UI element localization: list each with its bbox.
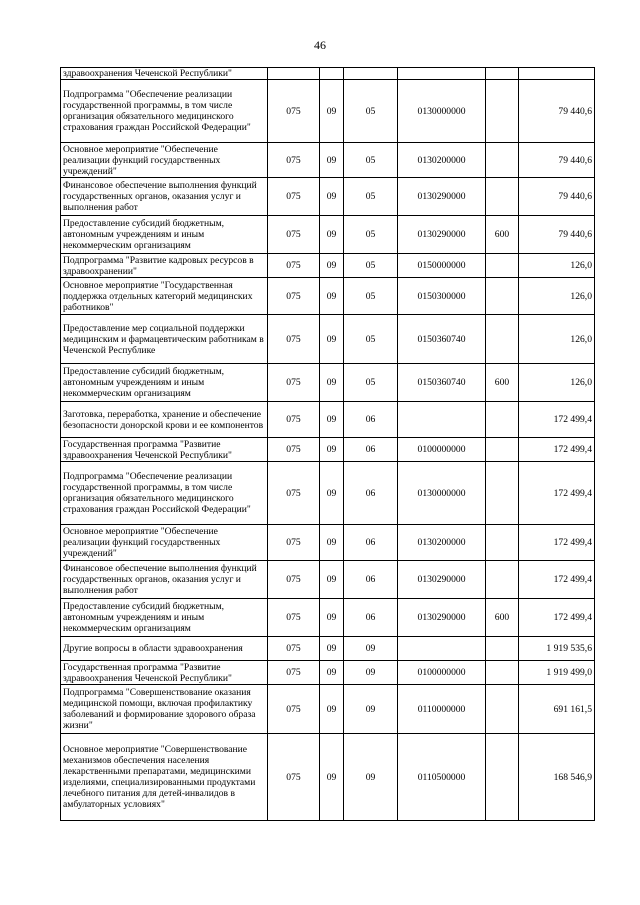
section-code-cell: 09 [320,661,344,685]
subsection-code-cell: 05 [344,178,398,216]
target-article-cell: 0130290000 [398,561,486,599]
target-article-cell [398,637,486,661]
budget-table [60,67,595,821]
row-name-cell: Государственная программа "Развитие здравоохранения Чеченской Республики" [61,438,268,462]
row-name-cell: Предоставление субсидий бюджетным, автономным учреждениям и иным некоммерческим организациям [61,599,268,637]
target-article-cell: 0150360740 [398,364,486,402]
amount-cell: 172 499,4 [519,438,595,462]
expense-type-cell [486,68,519,80]
amount-cell [519,68,595,80]
target-article-cell: 0100000000 [398,661,486,685]
expense-type-cell [486,402,519,438]
page-number: 46 [314,38,326,52]
ministry-code-cell: 075 [268,364,320,402]
section-code-cell: 09 [320,599,344,637]
section-code-cell: 09 [320,525,344,561]
amount-cell: 691 161,5 [519,685,595,734]
subsection-code-cell: 05 [344,315,398,364]
subsection-code-cell: 06 [344,561,398,599]
expense-type-cell [486,525,519,561]
section-code-cell: 09 [320,402,344,438]
table-row [61,68,595,80]
amount-cell: 126,0 [519,254,595,278]
section-code-cell: 09 [320,143,344,178]
expense-type-cell [486,561,519,599]
expense-type-cell [486,637,519,661]
table-row [61,734,595,821]
expense-type-cell [486,661,519,685]
subsection-code-cell: 09 [344,661,398,685]
table-row [61,661,595,685]
ministry-code-cell [268,68,320,80]
expense-type-cell [486,734,519,821]
expense-type-cell [486,315,519,364]
row-name-cell: Подпрограмма "Обеспечение реализации государственной программы, в том числе организация обязательного медицинского страхования граждан Российской Федерации" [61,80,268,143]
amount-cell: 1 919 535,6 [519,637,595,661]
table-row [61,637,595,661]
target-article-cell: 0130290000 [398,178,486,216]
row-name-cell: Предоставление мер социальной поддержки медицинским и фармацевтическим работникам в Чеченской Республике [61,315,268,364]
section-code-cell: 09 [320,637,344,661]
ministry-code-cell: 075 [268,402,320,438]
amount-cell: 172 499,4 [519,599,595,637]
table-row [61,364,595,402]
subsection-code-cell: 05 [344,216,398,254]
target-article-cell: 0150300000 [398,278,486,315]
ministry-code-cell: 075 [268,143,320,178]
section-code-cell: 09 [320,315,344,364]
expense-type-cell [486,143,519,178]
expense-type-cell [486,438,519,462]
amount-cell: 172 499,4 [519,525,595,561]
row-name-cell: Предоставление субсидий бюджетным, автономным учреждениям и иным некоммерческим организациям [61,216,268,254]
expense-type-cell [486,278,519,315]
amount-cell: 1 919 499,0 [519,661,595,685]
table-row [61,80,595,143]
table-row [61,178,595,216]
ministry-code-cell: 075 [268,637,320,661]
target-article-cell [398,68,486,80]
subsection-code-cell [344,68,398,80]
amount-cell: 79 440,6 [519,80,595,143]
subsection-code-cell: 05 [344,364,398,402]
ministry-code-cell: 075 [268,734,320,821]
table-row [61,254,595,278]
target-article-cell [398,402,486,438]
expense-type-cell [486,80,519,143]
target-article-cell: 0150000000 [398,254,486,278]
table-row [61,462,595,525]
amount-cell: 172 499,4 [519,402,595,438]
row-name-cell: Подпрограмма "Развитие кадровых ресурсов в здравоохранении" [61,254,268,278]
amount-cell: 172 499,4 [519,462,595,525]
amount-cell: 126,0 [519,278,595,315]
table-row [61,315,595,364]
subsection-code-cell: 06 [344,438,398,462]
table-row [61,216,595,254]
row-name-cell: Подпрограмма "Совершенствование оказания медицинской помощи, включая профилактику заболеваний и формирование здорового образа жизни" [61,685,268,734]
expense-type-cell [486,254,519,278]
target-article-cell: 0130200000 [398,143,486,178]
expense-type-cell [486,462,519,525]
target-article-cell: 0130000000 [398,462,486,525]
section-code-cell: 09 [320,685,344,734]
subsection-code-cell: 05 [344,254,398,278]
ministry-code-cell: 075 [268,462,320,525]
amount-cell: 126,0 [519,364,595,402]
table-row [61,438,595,462]
section-code-cell: 09 [320,462,344,525]
target-article-cell: 0100000000 [398,438,486,462]
amount-cell: 79 440,6 [519,143,595,178]
ministry-code-cell: 075 [268,278,320,315]
row-name-cell: Предоставление субсидий бюджетным, автономным учреждениям и иным некоммерческим организациям [61,364,268,402]
expense-type-cell: 600 [486,216,519,254]
row-name-cell: Подпрограмма "Обеспечение реализации государственной программы, в том числе организация обязательного медицинского страхования граждан Российской Федерации" [61,462,268,525]
expense-type-cell [486,178,519,216]
target-article-cell: 0130290000 [398,599,486,637]
row-name-cell: Основное мероприятие "Государственная поддержка отдельных категорий медицинских работников" [61,278,268,315]
target-article-cell: 0130000000 [398,80,486,143]
section-code-cell: 09 [320,364,344,402]
subsection-code-cell: 06 [344,462,398,525]
table-row [61,143,595,178]
row-name-cell: здравоохранения Чеченской Республики" [61,68,268,80]
ministry-code-cell: 075 [268,216,320,254]
amount-cell: 79 440,6 [519,178,595,216]
row-name-cell: Основное мероприятие "Обеспечение реализации функций государственных учреждений" [61,143,268,178]
ministry-code-cell: 075 [268,438,320,462]
section-code-cell: 09 [320,80,344,143]
subsection-code-cell: 06 [344,402,398,438]
section-code-cell [320,68,344,80]
section-code-cell: 09 [320,561,344,599]
table-row [61,278,595,315]
ministry-code-cell: 075 [268,685,320,734]
ministry-code-cell: 075 [268,561,320,599]
subsection-code-cell: 05 [344,143,398,178]
table-row [61,561,595,599]
subsection-code-cell: 06 [344,599,398,637]
section-code-cell: 09 [320,178,344,216]
row-name-cell: Основное мероприятие "Совершенствование механизмов обеспечения населения лекарственными препаратами, медицинскими изделиями, специализированными продуктами лечебного питания для детей-инвалидов в амбулаторных условиях" [61,734,268,821]
amount-cell: 168 546,9 [519,734,595,821]
section-code-cell: 09 [320,254,344,278]
target-article-cell: 0150360740 [398,315,486,364]
ministry-code-cell: 075 [268,80,320,143]
ministry-code-cell: 075 [268,661,320,685]
section-code-cell: 09 [320,438,344,462]
subsection-code-cell: 09 [344,734,398,821]
target-article-cell: 0110500000 [398,734,486,821]
ministry-code-cell: 075 [268,525,320,561]
row-name-cell: Заготовка, переработка, хранение и обеспечение безопасности донорской крови и ее компонентов [61,402,268,438]
ministry-code-cell: 075 [268,178,320,216]
ministry-code-cell: 075 [268,254,320,278]
target-article-cell: 0130200000 [398,525,486,561]
subsection-code-cell: 09 [344,685,398,734]
target-article-cell: 0110000000 [398,685,486,734]
subsection-code-cell: 09 [344,637,398,661]
expense-type-cell: 600 [486,364,519,402]
budget-table-body [61,68,595,821]
ministry-code-cell: 075 [268,599,320,637]
row-name-cell: Финансовое обеспечение выполнения функций государственных органов, оказания услуг и выполнения работ [61,178,268,216]
subsection-code-cell: 05 [344,80,398,143]
table-row [61,599,595,637]
expense-type-cell: 600 [486,599,519,637]
expense-type-cell [486,685,519,734]
amount-cell: 172 499,4 [519,561,595,599]
section-code-cell: 09 [320,278,344,315]
row-name-cell: Государственная программа "Развитие здравоохранения Чеченской Республики" [61,661,268,685]
row-name-cell: Основное мероприятие "Обеспечение реализации функций государственных учреждений" [61,525,268,561]
table-row [61,402,595,438]
section-code-cell: 09 [320,216,344,254]
amount-cell: 79 440,6 [519,216,595,254]
subsection-code-cell: 05 [344,278,398,315]
amount-cell: 126,0 [519,315,595,364]
row-name-cell: Другие вопросы в области здравоохранения [61,637,268,661]
table-row [61,685,595,734]
section-code-cell: 09 [320,734,344,821]
ministry-code-cell: 075 [268,315,320,364]
table-row [61,525,595,561]
target-article-cell: 0130290000 [398,216,486,254]
row-name-cell: Финансовое обеспечение выполнения функций государственных органов, оказания услуг и выполнения работ [61,561,268,599]
subsection-code-cell: 06 [344,525,398,561]
